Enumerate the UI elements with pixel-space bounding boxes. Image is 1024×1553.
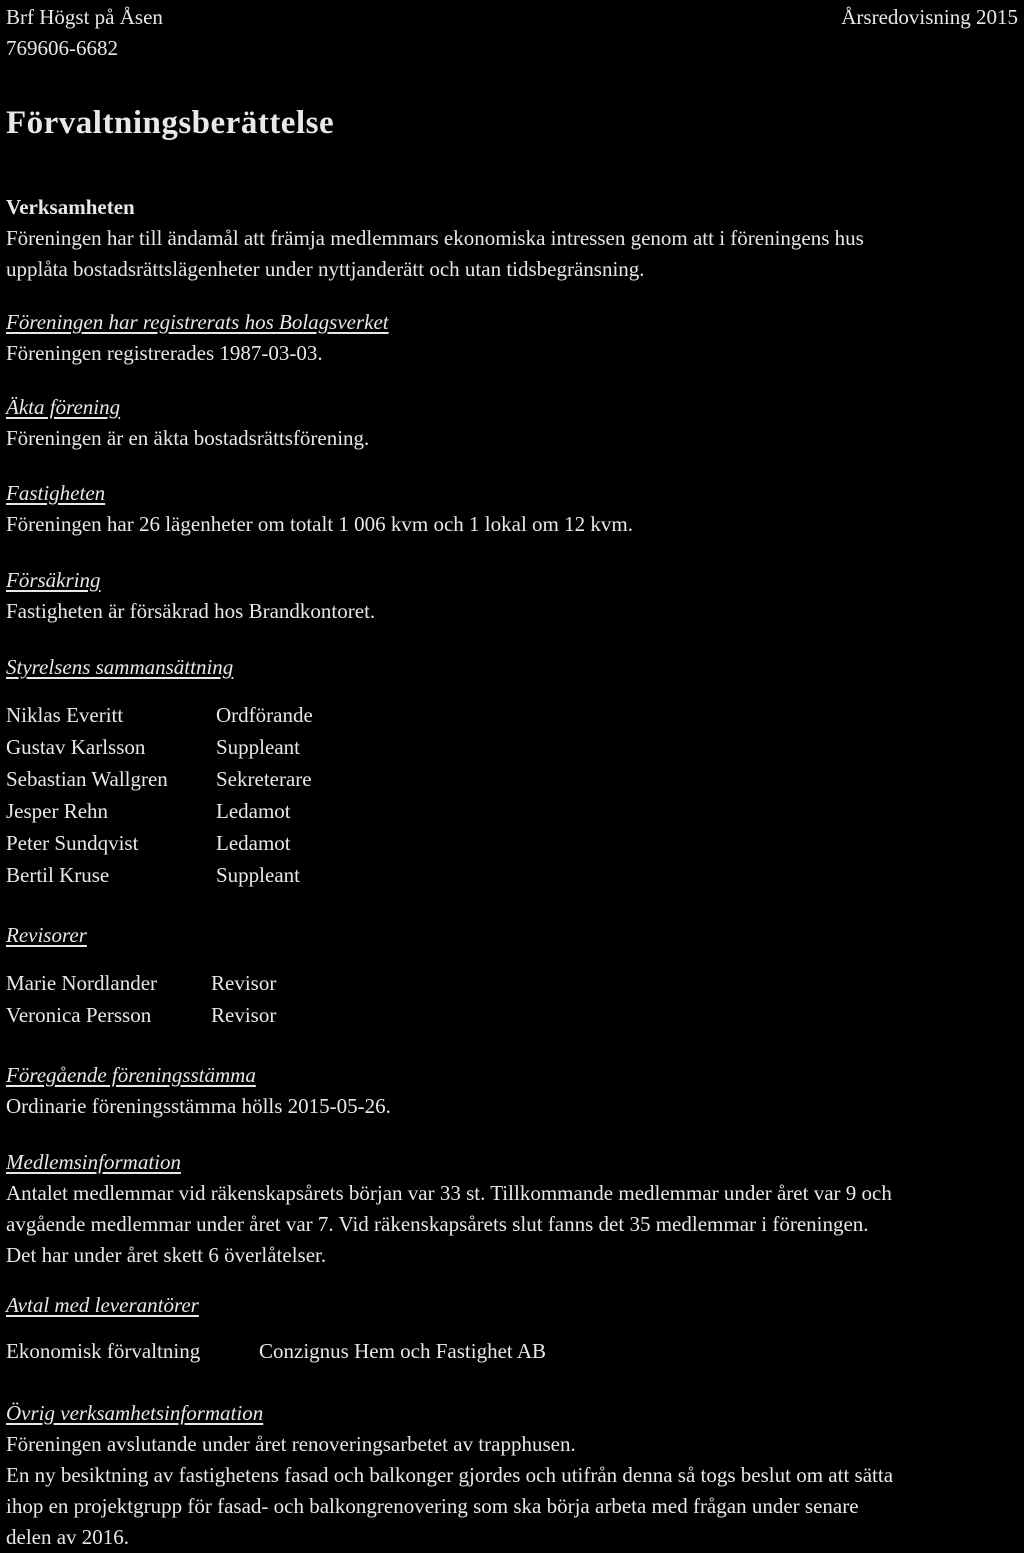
section-registrering — [6, 307, 1021, 369]
paragraph-line: Föreningen är en äkta bostadsrättsförening. — [6, 426, 370, 450]
paragraph-line: avgående medlemmar under året var 7. Vid räkenskapsårets slut fanns det 35 medlemmar i föreningen. — [6, 1212, 869, 1236]
section-avtal-leverantorer — [6, 1290, 1021, 1367]
paragraph-line: delen av 2016. — [6, 1525, 130, 1549]
doc-title: Årsredovisning 2015 — [841, 5, 1018, 29]
auditor-name: Marie Nordlander — [6, 971, 158, 995]
section-forsakring — [6, 565, 1021, 627]
board-member-row — [6, 859, 1021, 891]
section-heading: Fastigheten — [6, 481, 106, 505]
org-number: 769606-6682 — [6, 36, 118, 60]
board-member-row — [6, 827, 1021, 859]
paragraph-line: Föreningen har till ändamål att främja medlemmars ekonomiska intressen genom att i föreningens hus — [6, 226, 864, 250]
board-member-row — [6, 763, 1021, 795]
paragraph-line: upplåta bostadsrättslägenheter under nyttjanderätt och utan tidsbegränsning. — [6, 257, 645, 281]
paragraph-line: Antalet medlemmar vid räkenskapsårets början var 33 st. Tillkommande medlemmar under året var 9 och — [6, 1181, 892, 1205]
section-heading: Föreningen har registrerats hos Bolagsverket — [6, 310, 389, 334]
section-heading: Äkta förening — [6, 395, 121, 419]
section-fastigheten — [6, 478, 1021, 540]
section-heading: Styrelsens sammansättning — [6, 655, 234, 679]
section-heading: Revisorer — [6, 923, 87, 947]
member-role: Ordförande — [216, 703, 313, 727]
member-name: Gustav Karlsson — [6, 735, 146, 759]
member-name: Niklas Everitt — [6, 703, 124, 727]
section-heading: Övrig verksamhetsinformation — [6, 1401, 264, 1425]
section-verksamheten — [6, 192, 1021, 285]
auditor-role: Revisor — [211, 971, 277, 995]
paragraph-line: Fastigheten är försäkrad hos Brandkontoret. — [6, 599, 376, 623]
section-heading: Avtal med leverantörer — [6, 1293, 199, 1317]
member-role: Suppleant — [216, 735, 300, 759]
paragraph-line: Föreningen registrerades 1987-03-03. — [6, 341, 323, 365]
section-styrelse — [6, 652, 1021, 891]
auditor-row — [6, 967, 1021, 999]
supplier-name: Conzignus Hem och Fastighet AB — [259, 1339, 546, 1363]
auditor-row — [6, 999, 1021, 1031]
supplier-row — [6, 1335, 1021, 1367]
paragraph-line: Föreningen avslutande under året renoveringsarbetet av trapphusen. — [6, 1432, 576, 1456]
paragraph-line: Föreningen har 26 lägenheter om totalt 1 006 kvm och 1 lokal om 12 kvm. — [6, 512, 633, 536]
section-medlemsinformation — [6, 1147, 1021, 1271]
member-role: Sekreterare — [216, 767, 312, 791]
page-title: Förvaltningsberättelse — [6, 105, 335, 141]
section-heading: Medlemsinformation — [6, 1150, 181, 1174]
member-name: Jesper Rehn — [6, 799, 109, 823]
paragraph-line: En ny besiktning av fastighetens fasad och balkonger gjordes och utifrån denna så togs beslut om att sätta — [6, 1463, 894, 1487]
member-role: Ledamot — [216, 799, 291, 823]
auditor-role: Revisor — [211, 1003, 277, 1027]
member-name: Sebastian Wallgren — [6, 767, 168, 791]
member-role: Ledamot — [216, 831, 291, 855]
paragraph-line: Det har under året skett 6 överlåtelser. — [6, 1243, 327, 1267]
section-heading: Verksamheten — [6, 195, 135, 219]
org-name: Brf Högst på Åsen — [6, 5, 163, 29]
member-role: Suppleant — [216, 863, 300, 887]
section-foregaende-stamma — [6, 1060, 1021, 1122]
member-name: Bertil Kruse — [6, 863, 110, 887]
supplier-type: Ekonomisk förvaltning — [6, 1339, 201, 1363]
section-heading: Försäkring — [6, 568, 101, 592]
member-name: Peter Sundqvist — [6, 831, 139, 855]
board-member-row — [6, 731, 1021, 763]
paragraph-line: ihop en projektgrupp för fasad- och balkongrenovering som ska börja arbeta med frågan under senare — [6, 1494, 859, 1518]
section-heading: Föregående föreningsstämma — [6, 1063, 256, 1087]
auditor-name: Veronica Persson — [6, 1003, 152, 1027]
section-revisorer — [6, 920, 1021, 1031]
section-ovrig-information — [6, 1398, 1021, 1553]
board-member-row — [6, 795, 1021, 827]
paragraph-line: Ordinarie föreningsstämma hölls 2015-05-26. — [6, 1094, 391, 1118]
section-akta-forening — [6, 392, 1021, 454]
header-org-block — [6, 2, 163, 64]
board-member-row — [6, 699, 1021, 731]
